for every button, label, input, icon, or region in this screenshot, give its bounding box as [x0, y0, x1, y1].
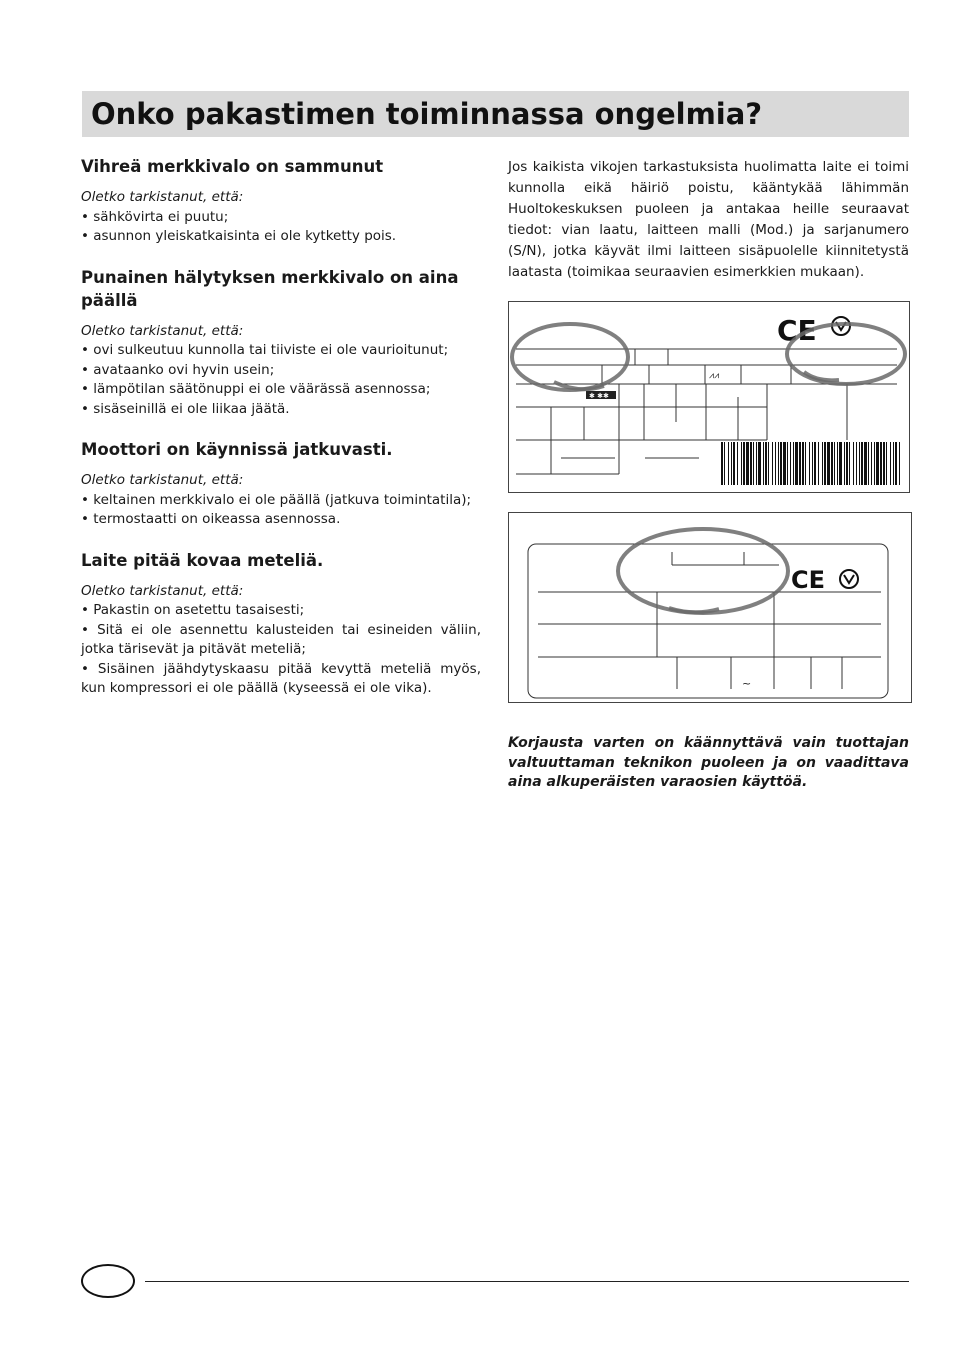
rating-plate-1-drawing — [509, 302, 909, 492]
section-heading: Vihreä merkkivalo on sammunut — [81, 157, 384, 176]
list-item: • Sisäinen jäähdytyskaasu pitää kevyttä meteliä myös, kun kompressori ei ole päällä (kyseessä ei ole vika). — [81, 660, 481, 696]
section-heading: Laite pitää kovaa meteliä. — [81, 550, 324, 570]
rating-plate-2-drawing — [509, 513, 911, 702]
list-item: • asunnon yleiskatkaisinta ei ole kytketty pois. — [81, 228, 397, 244]
page-title: Onko pakastimen toiminnassa ongelmia? — [91, 97, 763, 131]
list-item: • sisäseinillä ei ole liikaa jäätä. — [81, 400, 290, 417]
section-intro: Oletko tarkistanut, että: — [81, 582, 244, 599]
language-code-oval — [81, 1264, 135, 1298]
rating-plate-example-2 — [508, 512, 912, 703]
list-item: • ovi sulkeutuu kunnolla tai tiiviste ei ole vaurioitunut; — [81, 342, 449, 358]
ce-mark-icon: CE — [777, 314, 817, 347]
section-motor-running — [81, 438, 481, 530]
troubleshooting-column — [81, 155, 481, 718]
rating-plate-example-1 — [508, 301, 910, 493]
section-heading: Moottori on käynnissä jatkuvasti. — [81, 440, 393, 459]
highlight-circle-model-serial — [618, 529, 788, 613]
barcode-icon — [721, 442, 900, 485]
section-green-light — [81, 155, 481, 247]
list-item: • Sitä ei ole asennettu kalusteiden tai esineiden väliin, jotka tärisevät ja pitävät meteliä; — [81, 621, 481, 657]
list-item: • Pakastin on asetettu tasaisesti; — [81, 602, 305, 618]
section-intro: Oletko tarkistanut, että: — [81, 472, 244, 488]
repair-warning-note: Korjausta varten on käännyttävä vain tuottajan valtuuttaman teknikon puoleen ja on vaadittava aina alkuperäisten varaosien käyttöä. — [508, 735, 909, 790]
highlight-circle-model — [512, 324, 628, 390]
list-item: • avataanko ovi hyvin usein; — [81, 361, 275, 378]
section-red-alarm-light — [81, 266, 481, 420]
list-item: • termostaatti on oikeassa asennossa. — [81, 511, 341, 527]
list-item: • keltainen merkkivalo ei ole päällä (jatkuva toimintatila); — [81, 491, 472, 508]
section-noise — [81, 549, 481, 699]
ac-current-icon: ~ — [742, 677, 752, 690]
service-info-paragraph: Jos kaikista vikojen tarkastuksista huolimatta laite ei toimi kunnolla eikä häiriö poistu, kääntykää lähimmän Huoltokeskuksen puoleen ja antakaa heille seuraavat tiedot: vian laatu, laitteen malli (Mod.) ja sarjanumero (S/N), jotka käyvät ilmi laitteen sisäpuolelle kiinnitetystä laatasta (toimikaa seuraavien esimerkkien mukaan). — [508, 159, 909, 280]
svg-text:✱ ✱✱: ✱ ✱✱ — [589, 392, 609, 400]
frequency-icon: ⩘⩘ — [709, 371, 720, 381]
section-intro: Oletko tarkistanut, että: — [81, 322, 244, 339]
list-item: • lämpötilan säätönuppi ei ole väärässä asennossa; — [81, 381, 431, 397]
section-heading: Punainen hälytyksen merkkivalo on aina päällä — [81, 267, 459, 310]
ce-mark-icon: CE — [791, 566, 826, 594]
section-intro: Oletko tarkistanut, että: — [81, 189, 244, 205]
footer-rule — [145, 1281, 909, 1282]
title-bar — [82, 91, 909, 137]
certification-icon — [840, 570, 858, 588]
list-item: • sähkövirta ei puutu; — [81, 208, 229, 225]
